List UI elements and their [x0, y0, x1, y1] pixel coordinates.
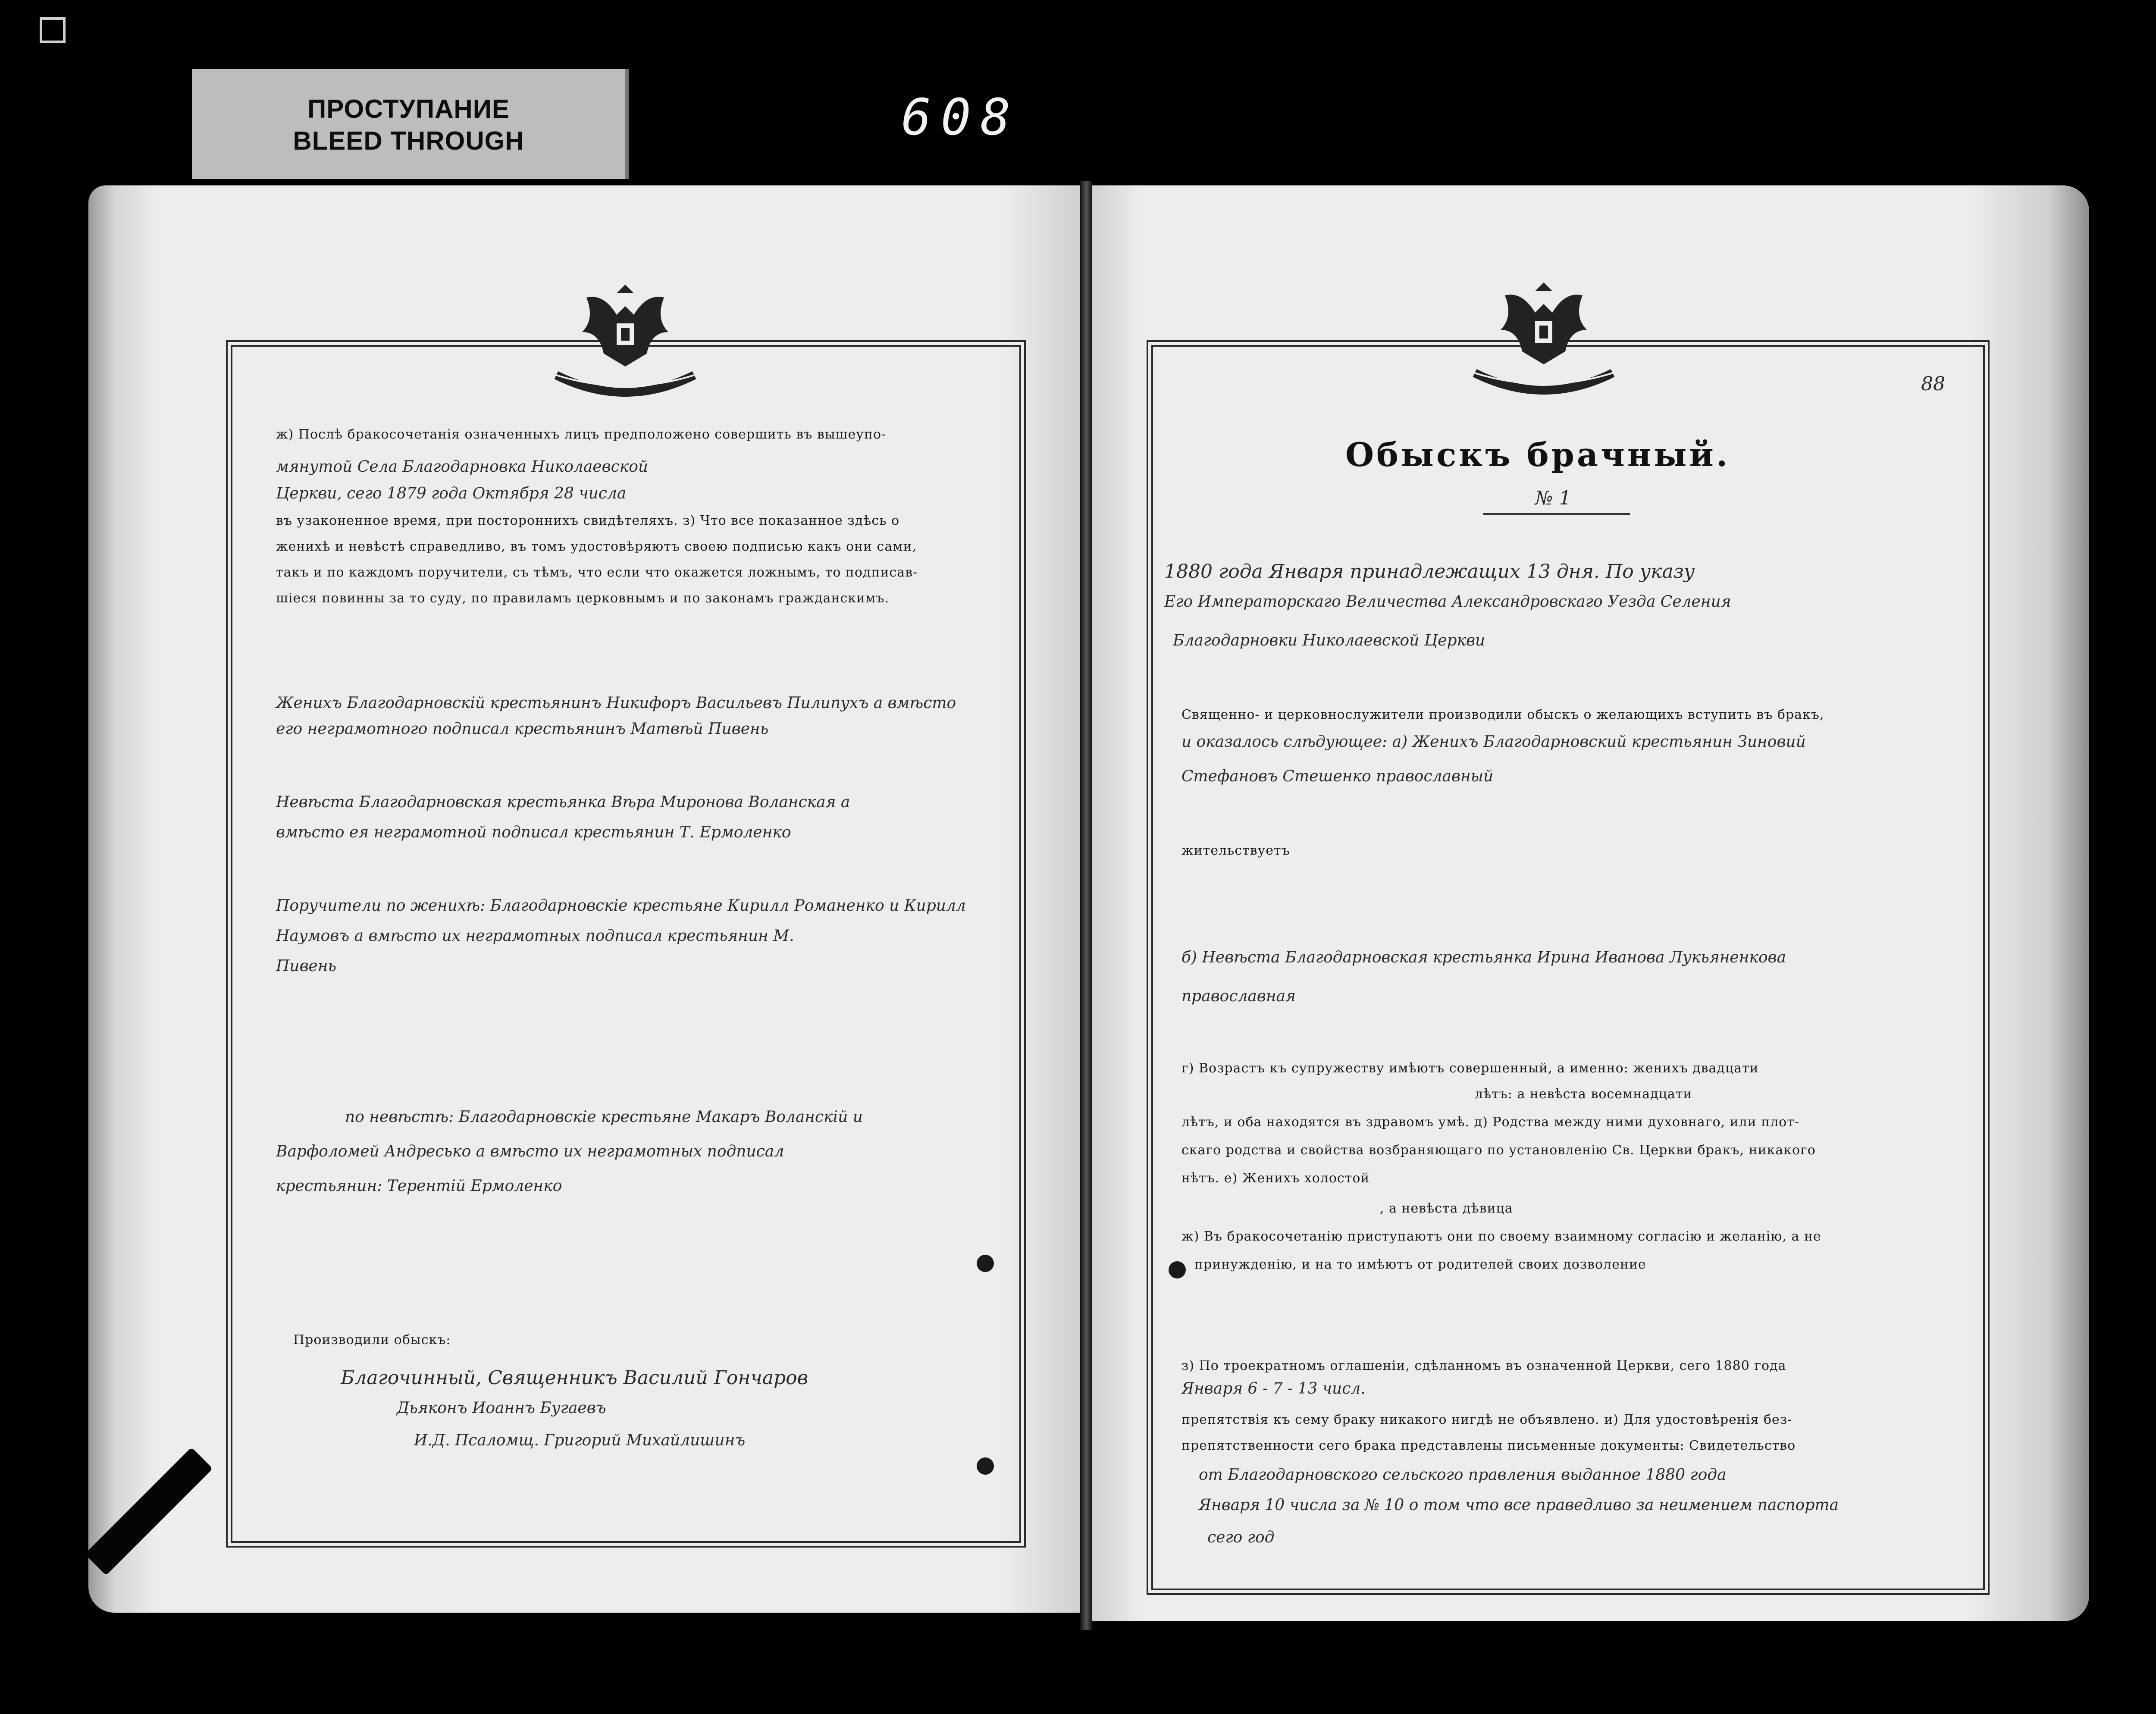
right-consent-line2: принужденію, и на то имѣютъ от родителей своих дозволение [1194, 1257, 1646, 1272]
right-residence: жительствуетъ [1181, 843, 1290, 858]
title-underline [1483, 513, 1630, 515]
right-bride-line2: православная [1181, 987, 1296, 1005]
corner-registration-mark [40, 17, 66, 43]
right-crest-emblem [1457, 265, 1630, 395]
left-para7-line4: въ узаконенное время, при постороннихъ свидѣтеляхъ. з) Что все показанное здѣсь о [276, 513, 900, 528]
right-clergy-line2: и оказалось слѣдующее: а) Женихъ Благодарновский крестьянин Зиновий [1181, 733, 1806, 751]
left-groom-line2: его неграмотного подписал крестьянинъ Матвѣй Пивень [276, 720, 769, 738]
binding-hole-left-lower [977, 1457, 994, 1475]
left-para7-line6: такъ и по каждомъ поручители, съ тѣмъ, что если что окажется ложнымъ, то подписав- [276, 565, 918, 580]
right-intro-line2: Его Императорскаго Величества Александровскаго Уезда Селения [1164, 593, 1731, 611]
archive-label [192, 69, 629, 179]
right-age-line4: скаго родства и свойства возбраняющаго по установленію Св. Церкви бракъ, никакого [1181, 1143, 1816, 1158]
book-gutter [1080, 181, 1092, 1630]
left-guarantors-groom-line3: Пивень [276, 957, 337, 975]
right-clergy-line1: Священно- и церковнослужители производили обыскъ о желающихъ вступить въ бракъ, [1181, 707, 1824, 722]
left-para7-line7: шіеся повинны за то суду, по правиламъ церковнымъ и по законамъ гражданскимъ. [276, 591, 890, 606]
left-signature-priest: Благочинный, Священникъ Василий Гончаров [341, 1367, 808, 1389]
left-bride-line1: Невѣста Благодарновская крестьянка Вѣра Миронова Воланская а [276, 793, 850, 811]
right-age-line3: лѣтъ, и оба находятся въ здравомъ умѣ. д) Родства между ними духовнаго, или плот- [1181, 1115, 1800, 1130]
left-guarantors-groom-line2: Наумовъ а вмѣсто их неграмотных подписал крестьянин М. [276, 927, 794, 945]
left-groom-line1: Женихъ Благодарновскій крестьянинъ Никифоръ Васильевъ Пилипухъ а вмѣсто [276, 694, 956, 712]
right-banns-line4: препятственности сего брака представлены письменные документы: Свидетельство [1181, 1438, 1796, 1453]
right-clergy-line3: Стефановъ Стешенко православный [1181, 768, 1494, 785]
right-age-line1: г) Возрастъ къ супружеству имѣютъ совершенный, а именно: женихъ двадцати [1181, 1061, 1759, 1076]
right-age-line5: нѣтъ. е) Женихъ холостой [1181, 1171, 1370, 1186]
right-banns-line3: препятствія къ сему браку никакого нигдѣ не объявлено. и) Для удостовѣренія без- [1181, 1412, 1792, 1427]
left-guarantors-bride-line3: крестьянин: Терентій Ермоленко [276, 1177, 562, 1195]
left-signature-psalmist: И.Д. Псаломщ. Григорий Михайлишинъ [414, 1432, 746, 1449]
document-title: Обыскъ брачный. [1345, 436, 1730, 474]
right-page-border [1151, 345, 1985, 1590]
left-para7-line2: мянутой Села Благодарновка Николаевской [276, 458, 649, 476]
right-banns-line1: з) По троекратномъ оглашеніи, сдѣланномъ въ означенной Церкви, сего 1880 года [1181, 1358, 1786, 1373]
left-para7-line3: Церкви, сего 1879 года Октября 28 числа [276, 485, 627, 502]
left-guarantors-bride-line2: Варфоломей Андресько а вмѣсто их неграмотных подписал [276, 1143, 784, 1160]
right-banns-line5: от Благодарновского сельского правления выданное 1880 года [1199, 1466, 1727, 1484]
binding-hole-left-upper [977, 1255, 994, 1272]
left-signature-deacon: Дьяконъ Иоаннъ Бугаевъ [397, 1399, 606, 1417]
right-age-line2: лѣтъ: а невѣста восемнадцати [1475, 1087, 1692, 1102]
right-banns-line2: Января 6 - 7 - 13 числ. [1181, 1380, 1366, 1398]
right-banns-line7: сего год [1207, 1529, 1275, 1546]
right-bride-line1: б) Невѣста Благодарновская крестьянка Ирина Иванова Лукьяненкова [1181, 949, 1786, 966]
right-page-number: 88 [1921, 373, 1945, 395]
left-conducted-heading: Производили обыскъ: [293, 1332, 451, 1347]
record-number: № 1 [1535, 487, 1571, 509]
label-russian: ПРОСТУПАНИЕ [307, 94, 510, 123]
left-guarantors-bride-line1: по невѣстѣ: Благодарновскіе крестьяне Макаръ Воланскій и [345, 1108, 863, 1126]
left-bride-line2: вмѣсто ея неграмотной подписал крестьянин Т. Ермоленко [276, 824, 791, 841]
folio-number: 608 [901, 88, 1020, 147]
right-consent-line1: ж) Въ бракосочетанію приступаютъ они по своему взаимному согласію и желанію, а не [1181, 1229, 1821, 1244]
binding-hole-right [1169, 1261, 1186, 1278]
right-age-line6: , а невѣста дѣвица [1380, 1201, 1513, 1216]
right-banns-line6: Января 10 числа за № 10 о том что все праведливо за неимением паспорта [1199, 1496, 1839, 1514]
left-crest-emblem [539, 267, 711, 397]
left-guarantors-groom-line1: Поручители по женихѣ: Благодарновскіе крестьяне Кирилл Романенко и Кирилл [276, 897, 966, 915]
right-intro-line1: 1880 года Января принадлежащих 13 дня. По указу [1164, 561, 1695, 583]
left-para7-line1: ж) Послѣ бракосочетанія означенныхъ лицъ предположено совершить въ вышеупо- [276, 427, 887, 442]
right-intro-line3: Благодарновки Николаевской Церкви [1173, 632, 1485, 649]
left-para7-line5: женихѣ и невѣстѣ справедливо, въ томъ удостовѣряютъ своею подписью какъ они сами, [276, 539, 917, 554]
label-english: BLEED THROUGH [293, 126, 524, 155]
